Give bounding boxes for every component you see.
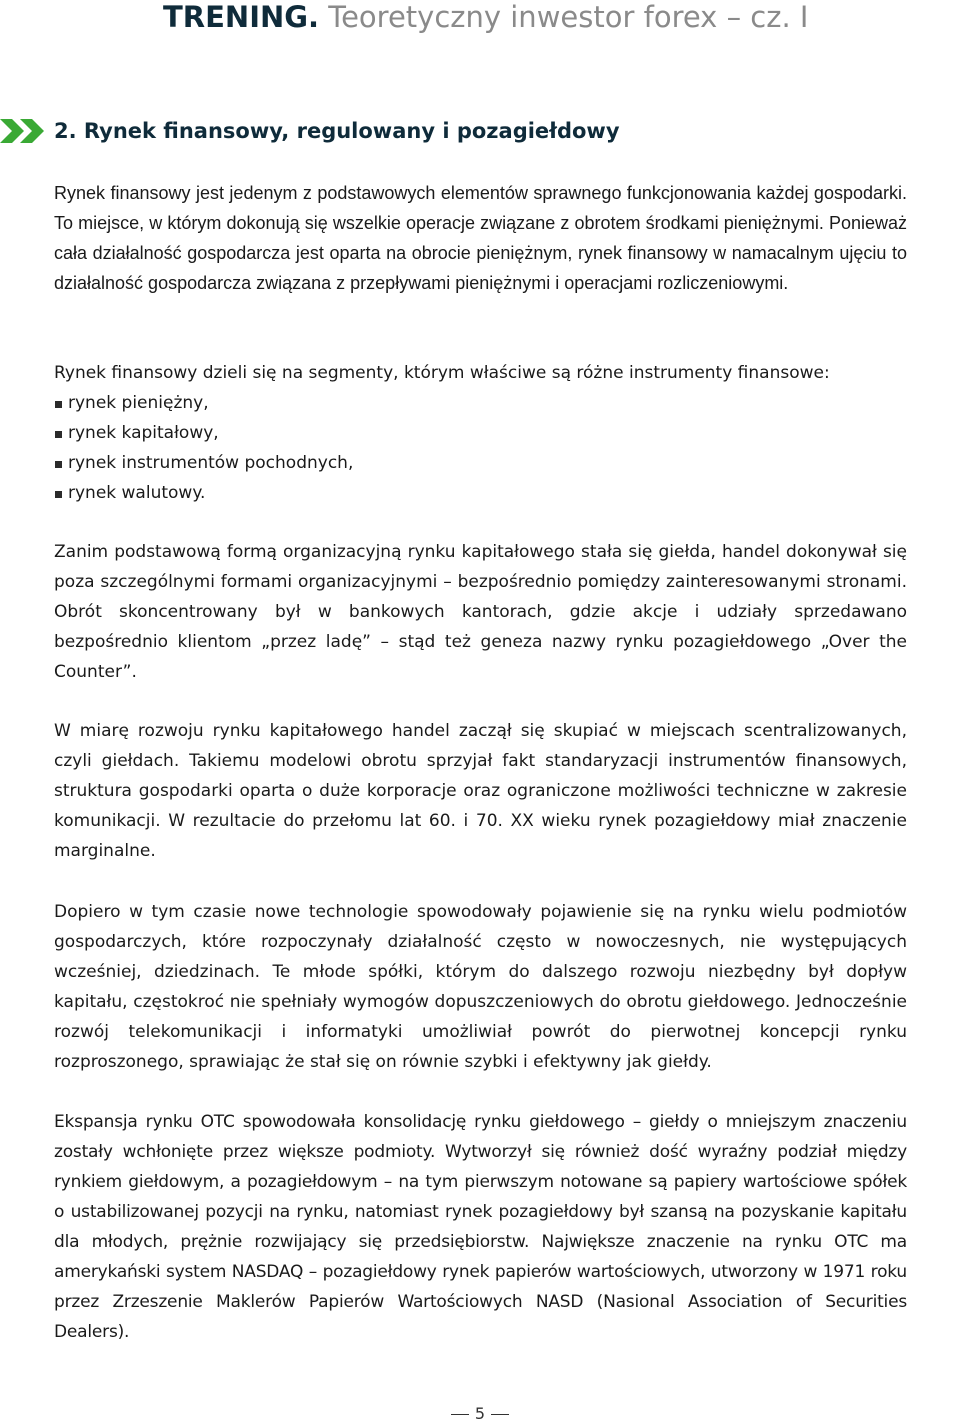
paragraph-2-intro: Rynek finansowy dzieli się na segmenty, którym właściwe są różne instrumenty finansowe: xyxy=(54,363,830,383)
segment-list xyxy=(54,388,907,508)
square-bullet-icon xyxy=(55,491,62,498)
double-chevron-right-icon xyxy=(0,119,48,143)
list-item-text: rynek pieniężny, xyxy=(68,393,209,413)
paragraph-4: W miarę rozwoju rynku kapitałowego handel zaczął się skupiać w miejscach scentralizowanych, czyli giełdach. Takiemu modelowi obrotu sprzyjał fakt standaryzacji instrumentów finansowych, struktura gospodarki oparta o duże korporacje oraz ograniczone możliwości techniczne w zakresie komunikacji. W rezultacie do przełomu lat 60. i 70. XX wieku rynek pozagiełdowy miał znaczenie marginalne. xyxy=(54,721,907,861)
paragraph-5: Dopiero w tym czasie nowe technologie spowodowały pojawienie się na rynku wielu podmiotów gospodarczych, które rozpoczynały działalność często w nowoczesnych, nie występujących wcześniej, dziedzinach. Te młode spółki, którym do dalszego rozwoju niezbędny był dopływ kapitału, częstokroć nie spełniały wymogów dopuszczeniowych do obrotu giełdowego. Jednocześnie rozwój telekomunikacji i informatyki umożliwiał powrót do pierwotnej koncepcji rynku rozproszonego, sprawiając że stał się on równie szybki i efektywny jak giełdy. xyxy=(54,902,907,1072)
square-bullet-icon xyxy=(55,401,62,408)
square-bullet-icon xyxy=(55,461,62,468)
page-number-value: 5 xyxy=(474,1404,486,1423)
header-brand: TRENING. xyxy=(163,0,320,34)
list-item-text: rynek instrumentów pochodnych, xyxy=(68,453,354,473)
page-number xyxy=(0,1404,960,1424)
list-item xyxy=(54,418,907,448)
section-title: 2. Rynek finansowy, regulowany i pozagiełdowy xyxy=(54,119,620,143)
dash-left xyxy=(451,1414,469,1415)
page-header xyxy=(163,0,808,34)
paragraph-6: Ekspansja rynku OTC spowodowała konsolidację rynku giełdowego – giełdy o mniejszym znaczeniu zostały wchłonięte przez większe podmioty. Wytworzył się również dość wyraźny podział między rynkiem giełdowym, a pozagiełdowym – na tym pierwszym notowane są papiery wartościowe spółek o ustabilizowanej pozycji na rynku, natomiast rynek pozagiełdowy był szansą na pozyskanie kapitału dla młodych, prężnie rozwijający się przedsiębiorstw. Największe znaczenie na rynku OTC ma amerykański system NASDAQ – pozagiełdowy rynek papierów wartościowych, utworzony w 1971 roku przez Zrzeszenie Maklerów Papierów Wartościowych NASD (Nasional Association of Securities Dealers). xyxy=(54,1112,907,1342)
list-item xyxy=(54,478,907,508)
paragraph-2 xyxy=(54,358,907,508)
list-item-text: rynek walutowy. xyxy=(68,483,206,503)
section-heading xyxy=(0,114,960,148)
list-item xyxy=(54,388,907,418)
square-bullet-icon xyxy=(55,431,62,438)
list-item xyxy=(54,448,907,478)
list-item-text: rynek kapitałowy, xyxy=(68,423,219,443)
paragraph-1: Rynek finansowy jest jedenym z podstawowych elementów sprawnego funkcjonowania każdej gospodarki. To miejsce, w którym dokonują się wszelkie operacje związane z obrotem środkami pieniężnymi. Ponieważ cała działalność gospodarcza jest oparta na obrocie pieniężnym, rynek finansowy w namacalnym ujęciu to działalność gospodarcza związana z przepływami pieniężnymi i operacjami rozliczeniowymi. xyxy=(54,183,907,293)
dash-right xyxy=(491,1414,509,1415)
paragraph-3: Zanim podstawową formą organizacyjną rynku kapitałowego stała się giełda, handel dokonywał się poza szczególnymi formami organizacyjnymi – bezpośrednio pomiędzy zainteresowanymi stronami. Obrót skoncentrowany był w bankowych kantorach, gdzie akcje i udziały sprzedawano bezpośrednio klientom „przez ladę” – stąd też geneza nazwy rynku pozagiełdowego „Over the Counter”. xyxy=(54,542,907,682)
header-subtitle: Teoretyczny inwestor forex – cz. I xyxy=(328,0,809,34)
